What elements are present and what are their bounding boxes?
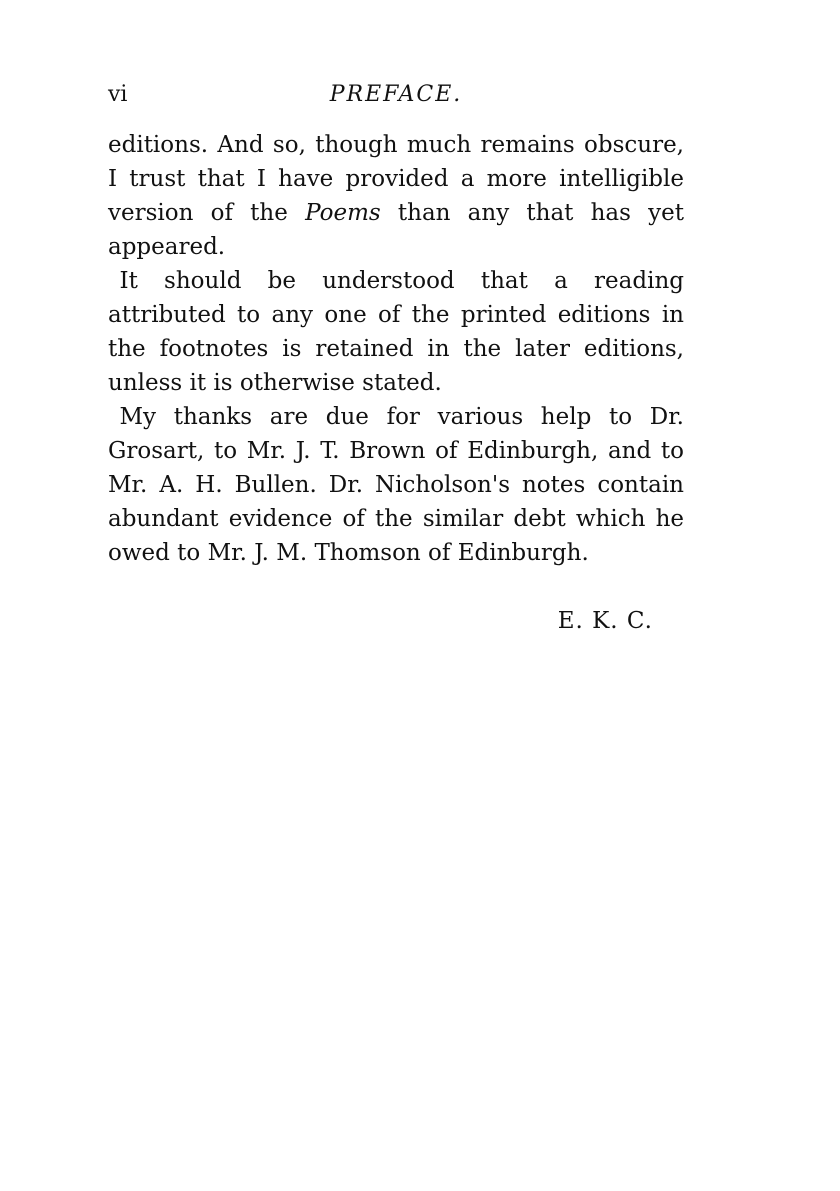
paragraph-3: My thanks are due for various help to Dr. Grosart, to Mr. J. T. Brown of Edinburgh, and to Mr. A. H. Bullen. Dr. Nicholson's notes contain abundant evidence of the similar debt which he owed to Mr. J. M. Thomson of Edinburgh. (108, 404, 684, 566)
paragraph-2: It should be understood that a reading attributed to any one of the printed editions in the footnotes is retained in the later editions, unless it is otherwise stated. (108, 268, 684, 396)
paragraph-1 (108, 128, 684, 264)
paragraph-1-text-after: than any that has yet appeared. (108, 200, 684, 260)
signature-initials: E. K. C. (557, 608, 653, 634)
poems-title-italic: Poems (305, 200, 381, 226)
page-number: vi (108, 82, 128, 107)
paragraph-1-text-before: editions. And so, though much remains obscure, I trust that I have provided a more intelligible version of the (108, 132, 684, 226)
body-text (108, 128, 684, 570)
running-title: PREFACE. (329, 82, 463, 107)
running-head (108, 78, 684, 112)
